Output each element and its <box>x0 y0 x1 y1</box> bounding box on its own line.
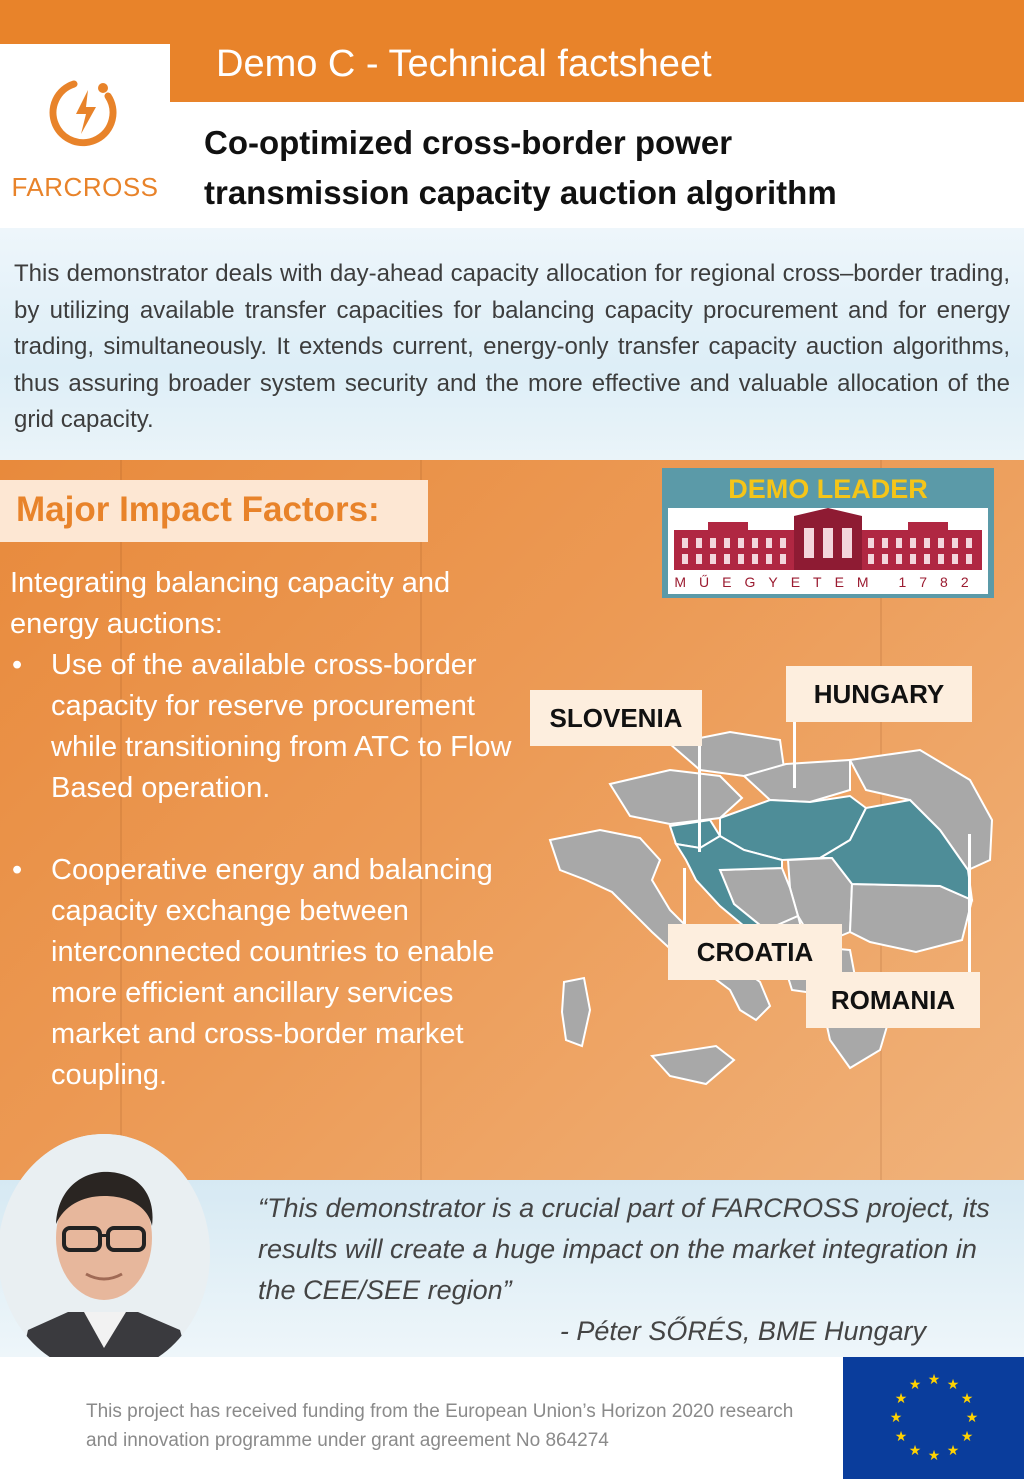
svg-text:★: ★ <box>927 1448 941 1464</box>
intro-paragraph: This demonstrator deals with day-ahead capacity allocation for regional cross–border trading, by utilizing available transfer capacities for balancing capacity procurement and for energy trading, simultaneously. It extends current, energy-only transfer capacity auction algorithms, thus assuring broader system security and the more effective and valuable allocation of the grid capacity. <box>14 260 1010 433</box>
map-label-slovenia: SLOVENIA <box>530 690 702 746</box>
svg-text:★: ★ <box>965 1410 979 1426</box>
power-icon <box>48 74 124 150</box>
page-title: Demo C - Technical factsheet <box>170 44 1024 102</box>
region-map <box>520 720 1024 1100</box>
connector-line <box>683 868 686 926</box>
subtitle-line-2: transmission capacity auction algorithm <box>204 174 837 211</box>
map-island-sicily <box>652 1046 734 1084</box>
quote-text: “This demonstrator is a crucial part of FARCROSS project, its results will create a huge impact on the market integration in the CEE/SEE region” <box>258 1193 990 1305</box>
map-label-hungary: HUNGARY <box>786 666 972 722</box>
svg-text:★: ★ <box>894 1429 908 1445</box>
university-motto: MŰEGYETEM 1782 <box>674 574 982 590</box>
map-country-bulgaria <box>850 884 972 952</box>
demo-leader-label: DEMO LEADER <box>728 474 928 504</box>
demo-leader-box <box>662 468 994 598</box>
svg-text:★: ★ <box>908 1443 922 1459</box>
map-country-austria <box>610 770 742 824</box>
speaker-portrait-icon <box>0 1134 210 1374</box>
quote-author: - Péter SŐRÉS, BME Hungary <box>559 1316 926 1346</box>
connector-line <box>968 834 971 974</box>
svg-text:★: ★ <box>889 1410 903 1426</box>
eu-flag <box>843 1357 1024 1479</box>
map-island-sardinia <box>562 978 590 1046</box>
header-bar <box>0 0 1024 44</box>
page-subtitle <box>204 118 1004 218</box>
university-logo <box>668 508 988 594</box>
impact-list <box>10 645 525 1096</box>
impact-lead: Integrating balancing capacity and energy auctions: <box>10 567 451 640</box>
farcross-logo <box>0 44 170 224</box>
speaker-photo <box>0 1134 210 1374</box>
svg-text:★: ★ <box>960 1429 974 1445</box>
logo-text: FARCROSS <box>11 172 159 202</box>
list-item: • Cooperative energy and balancing capacity exchange between interconnected countries to enable more efficient ancillary services market and cross-border market coupling. <box>10 850 525 1096</box>
svg-text:★: ★ <box>927 1372 941 1388</box>
list-item: • Use of the available cross-border capacity for reserve procurement while transitioning from ATC to Flow Based operation. <box>10 645 525 809</box>
map-label-romania: ROMANIA <box>806 972 980 1028</box>
svg-text:★: ★ <box>946 1377 960 1393</box>
map-label-croatia: CROATIA <box>668 924 842 980</box>
svg-text:★: ★ <box>946 1443 960 1459</box>
svg-text:★: ★ <box>894 1391 908 1407</box>
svg-text:★: ★ <box>908 1377 922 1393</box>
impact-heading-box <box>0 480 428 542</box>
eu-stars-icon <box>843 1357 1024 1479</box>
funding-statement: This project has received funding from the European Union’s Horizon 2020 research and innovation programme under grant agreement No 864274 <box>86 1401 794 1451</box>
subtitle-line-1: Co-optimized cross-border power <box>204 124 733 161</box>
impact-heading: Major Impact Factors: <box>16 490 380 529</box>
svg-text:★: ★ <box>960 1391 974 1407</box>
